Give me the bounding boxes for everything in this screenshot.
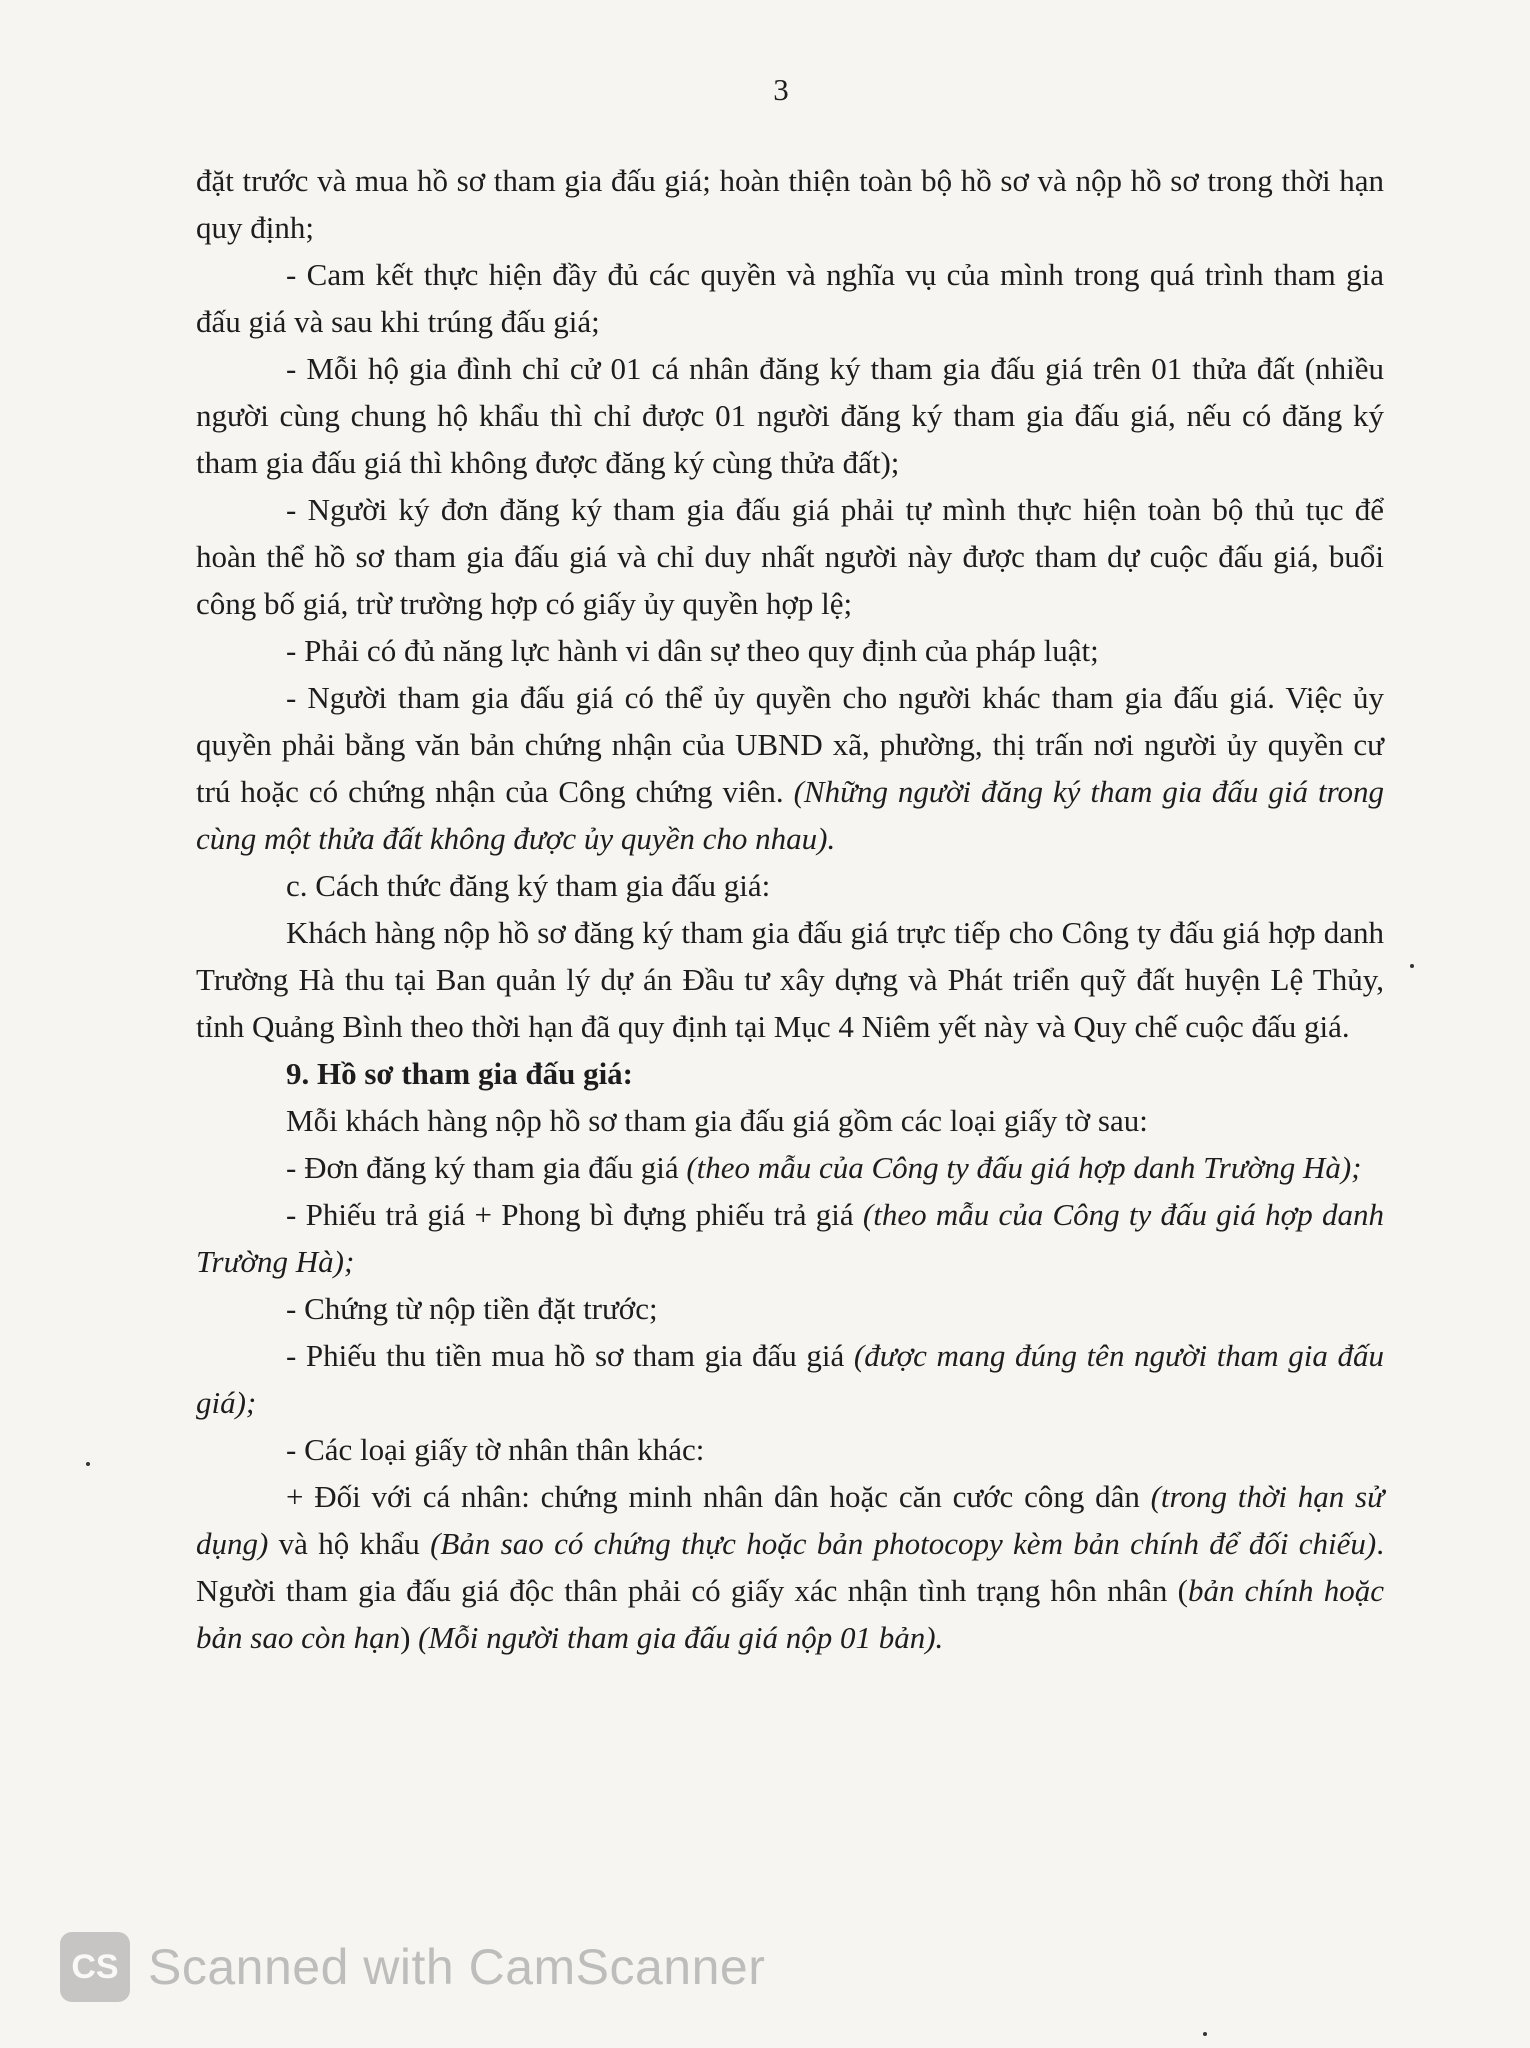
section-9-heading: 9. Hồ sơ tham gia đấu giá:	[286, 1056, 634, 1091]
individual-text-e: . Người tham gia đấu giá độc thân phải có giấy xác nhận tình trạng hôn nhân (	[196, 1526, 1384, 1608]
individual-note-d: (Bản sao có chứng thực hoặc bản photocopy kèm bản chính để đối chiếu)	[430, 1526, 1377, 1561]
item-bid-slip	[196, 1191, 1384, 1285]
watermark-text: Scanned with CamScanner	[148, 1939, 766, 1995]
paragraph-documents-intro: Mỗi khách hàng nộp hồ sơ tham gia đấu giá gồm các loại giấy tờ sau:	[286, 1103, 1148, 1138]
item-purchase-receipt	[196, 1332, 1384, 1426]
item-purchase-receipt-note: (được mang đúng tên người tham gia đấu giá);	[196, 1338, 1384, 1420]
item-deposit-receipt: - Chứng từ nộp tiền đặt trước;	[286, 1291, 658, 1326]
individual-text-c: và hộ khẩu	[268, 1526, 431, 1561]
item-application-form-note: (theo mẫu của Công ty đấu giá hợp danh Trường Hà);	[686, 1150, 1362, 1185]
section-c-heading: c. Cách thức đăng ký tham gia đấu giá:	[286, 868, 771, 903]
individual-text-a: + Đối với cá nhân: chứng minh nhân dân hoặc căn cước công dân	[286, 1479, 1151, 1514]
individual-text-g: )	[400, 1620, 419, 1655]
scan-speck	[86, 1462, 90, 1466]
margin-stamp-mark	[1506, 900, 1530, 1160]
document-body	[196, 157, 1384, 1661]
individual-note-h: (Mỗi người tham gia đấu giá nộp 01 bản).	[418, 1620, 944, 1655]
item-bid-slip-note: (theo mẫu của Công ty đấu giá hợp danh Trường Hà);	[196, 1197, 1384, 1279]
item-personal-documents: - Các loại giấy tờ nhân thân khác:	[286, 1432, 705, 1467]
authorization-text: - Người tham gia đấu giá có thể ủy quyền cho người khác tham gia đấu giá. Việc ủy quyền phải bằng văn bản chứng nhận của UBND xã, phường, thị trấn nơi người ủy quyền cư trú hoặc có chứng nhận của Công chứng viên.	[196, 680, 1384, 809]
camscanner-logo-icon: CS	[60, 1932, 130, 2002]
paragraph-signer: - Người ký đơn đăng ký tham gia đấu giá phải tự mình thực hiện toàn bộ thủ tục để hoàn thể hồ sơ tham gia đấu giá và chỉ duy nhất người này được tham dự cuộc đấu giá, buổi công bố giá, trừ trường hợp có giấy ủy quyền hợp lệ;	[196, 492, 1384, 621]
paragraph-authorization	[196, 674, 1384, 862]
paragraph-intro: đặt trước và mua hồ sơ tham gia đấu giá; hoàn thiện toàn bộ hồ sơ và nộp hồ sơ trong thời hạn quy định;	[196, 163, 1384, 245]
scan-speck	[1203, 2032, 1207, 2036]
item-individual	[196, 1473, 1384, 1661]
individual-note-b: (trong thời hạn sử dụng)	[196, 1479, 1384, 1561]
camscanner-watermark	[60, 1932, 765, 2002]
item-application-form	[196, 1144, 1384, 1191]
item-bid-slip-text: - Phiếu trả giá + Phong bì đựng phiếu trả giá	[286, 1197, 863, 1232]
item-application-form-text: - Đơn đăng ký tham gia đấu giá	[286, 1150, 687, 1185]
authorization-note: (Những người đăng ký tham gia đấu giá trong cùng một thửa đất không được ủy quyền cho nhau).	[196, 774, 1384, 856]
paragraph-household: - Mỗi hộ gia đình chỉ cử 01 cá nhân đăng ký tham gia đấu giá trên 01 thửa đất (nhiều người cùng chung hộ khẩu thì chỉ được 01 người đăng ký tham gia đấu giá, nếu có đăng ký tham gia đấu giá thì không được đăng ký cùng thửa đất);	[196, 351, 1384, 480]
paragraph-registration-method: Khách hàng nộp hồ sơ đăng ký tham gia đấu giá trực tiếp cho Công ty đấu giá hợp danh Trường Hà thu tại Ban quản lý dự án Đầu tư xây dựng và Phát triển quỹ đất huyện Lệ Thủy, tỉnh Quảng Bình theo thời hạn đã quy định tại Mục 4 Niêm yết này và Quy chế cuộc đấu giá.	[196, 915, 1384, 1044]
paragraph-commitment: - Cam kết thực hiện đầy đủ các quyền và nghĩa vụ của mình trong quá trình tham gia đấu giá và sau khi trúng đấu giá;	[196, 257, 1384, 339]
scan-speck	[1410, 964, 1414, 968]
individual-note-f: bản chính hoặc bản sao còn hạn	[196, 1573, 1384, 1655]
page-number: 3	[773, 72, 789, 107]
paragraph-capacity: - Phải có đủ năng lực hành vi dân sự theo quy định của pháp luật;	[286, 633, 1099, 668]
item-purchase-receipt-text: - Phiếu thu tiền mua hồ sơ tham gia đấu giá	[286, 1338, 854, 1373]
